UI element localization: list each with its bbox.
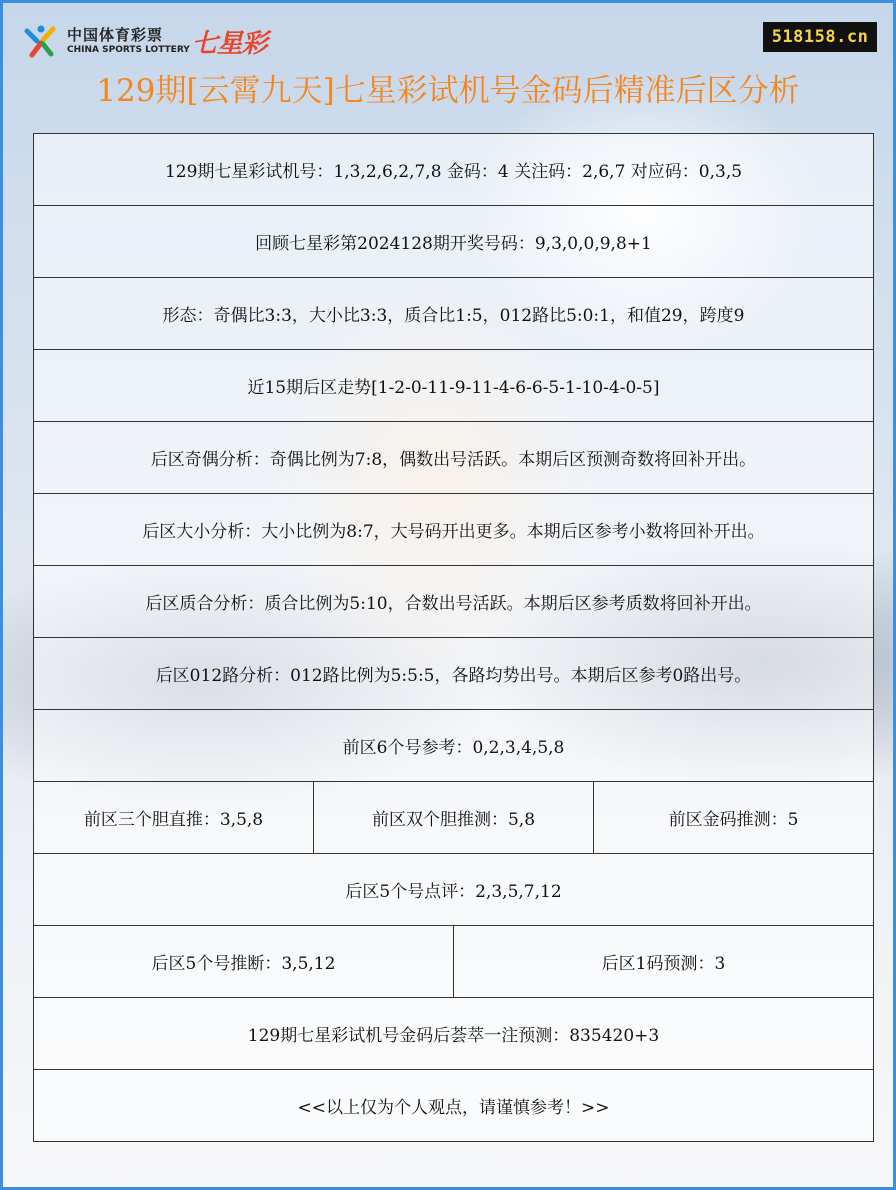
- pattern-cell: 形态：奇偶比3:3，大小比3:3，质合比1:5，012路比5:0:1，和值29，跨度9: [34, 278, 874, 350]
- table-row: [34, 566, 874, 638]
- table-row: [34, 422, 874, 494]
- table-row: [34, 854, 874, 926]
- final-prediction-cell: 129期七星彩试机号金码后荟萃一注预测：835420+3: [34, 998, 874, 1070]
- trend-cell: 近15期后区走势[1-2-0-11-9-11-4-6-6-5-1-10-4-0-5]: [34, 350, 874, 422]
- front-six-cell: 前区6个号参考：0,2,3,4,5,8: [34, 710, 874, 782]
- front-gold-code-cell: 前区金码推测：5: [594, 782, 874, 854]
- size-analysis-cell: 后区大小分析：大小比例为8:7，大号码开出更多。本期后区参考小数将回补开出。: [34, 494, 874, 566]
- back-one-code-cell: 后区1码预测：3: [454, 926, 874, 998]
- back-five-pick-cell: 后区5个号推断：3,5,12: [34, 926, 454, 998]
- front-three-dan-cell: 前区三个胆直推：3,5,8: [34, 782, 314, 854]
- table-row: [34, 998, 874, 1070]
- lottery-star-logo-icon: [23, 23, 59, 59]
- table-row: [34, 710, 874, 782]
- table-row: [34, 134, 874, 206]
- table-row: [34, 206, 874, 278]
- site-badge[interactable]: 518158.cn: [763, 22, 877, 52]
- header: [3, 3, 893, 128]
- back-five-review-cell: 后区5个号点评：2,3,5,7,12: [34, 854, 874, 926]
- odd-even-analysis-cell: 后区奇偶分析：奇偶比例为7:8，偶数出号活跃。本期后区预测奇数将回补开出。: [34, 422, 874, 494]
- table-row: [34, 638, 874, 710]
- page-title: 129期[云霄九天]七星彩试机号金码后精准后区分析: [96, 73, 800, 109]
- table-row: [34, 782, 874, 854]
- disclaimer-cell: <<以上仅为个人观点，请谨慎参考！>>: [34, 1070, 874, 1142]
- logo-chinese: 中国体育彩票: [67, 25, 164, 44]
- table-row: [34, 1070, 874, 1142]
- table-row: [34, 278, 874, 350]
- logo-brand: 七星彩: [191, 28, 267, 59]
- review-draw-cell: 回顾七星彩第2024128期开奖号码：9,3,0,0,9,8+1: [34, 206, 874, 278]
- analysis-table: [33, 133, 874, 1142]
- front-two-dan-cell: 前区双个胆推测：5,8: [314, 782, 594, 854]
- logo-text: [67, 27, 190, 56]
- lottery-logo: [23, 21, 267, 61]
- trial-number-cell: 129期七星彩试机号：1,3,2,6,2,7,8 金码：4 关注码：2,6,7 对应码：0,3,5: [34, 134, 874, 206]
- logo-english: CHINA SPORTS LOTTERY: [67, 44, 190, 55]
- table-row: [34, 350, 874, 422]
- table-row: [34, 494, 874, 566]
- table-row: [34, 926, 874, 998]
- prime-analysis-cell: 后区质合分析：质合比例为5:10，合数出号活跃。本期后区参考质数将回补开出。: [34, 566, 874, 638]
- road-012-analysis-cell: 后区012路分析：012路比例为5:5:5，各路均势出号。本期后区参考0路出号。: [34, 638, 874, 710]
